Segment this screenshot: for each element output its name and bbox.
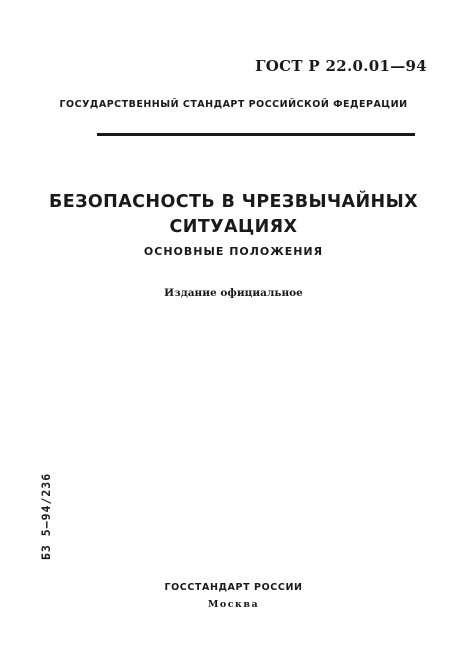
horizontal-rule (97, 133, 415, 136)
publisher: ГОССТАНДАРТ РОССИИ (164, 582, 303, 593)
standard-code: ГОСТ Р 22.0.01—94 (255, 57, 427, 75)
title-line-2: СИТУАЦИЯХ (169, 217, 298, 237)
side-registration-code: БЗ 5—94/236 (39, 472, 53, 560)
edition-note: Издание официальное (164, 287, 303, 299)
publication-city: Москва (207, 599, 260, 610)
subtitle: ОСНОВНЫЕ ПОЛОЖЕНИЯ (143, 245, 324, 258)
state-standard-heading: ГОСУДАРСТВЕННЫЙ СТАНДАРТ РОССИЙСКОЙ ФЕДЕРАЦИИ (59, 99, 408, 110)
title-line-1: БЕЗОПАСНОСТЬ В ЧРЕЗВЫЧАЙНЫХ (48, 192, 419, 212)
